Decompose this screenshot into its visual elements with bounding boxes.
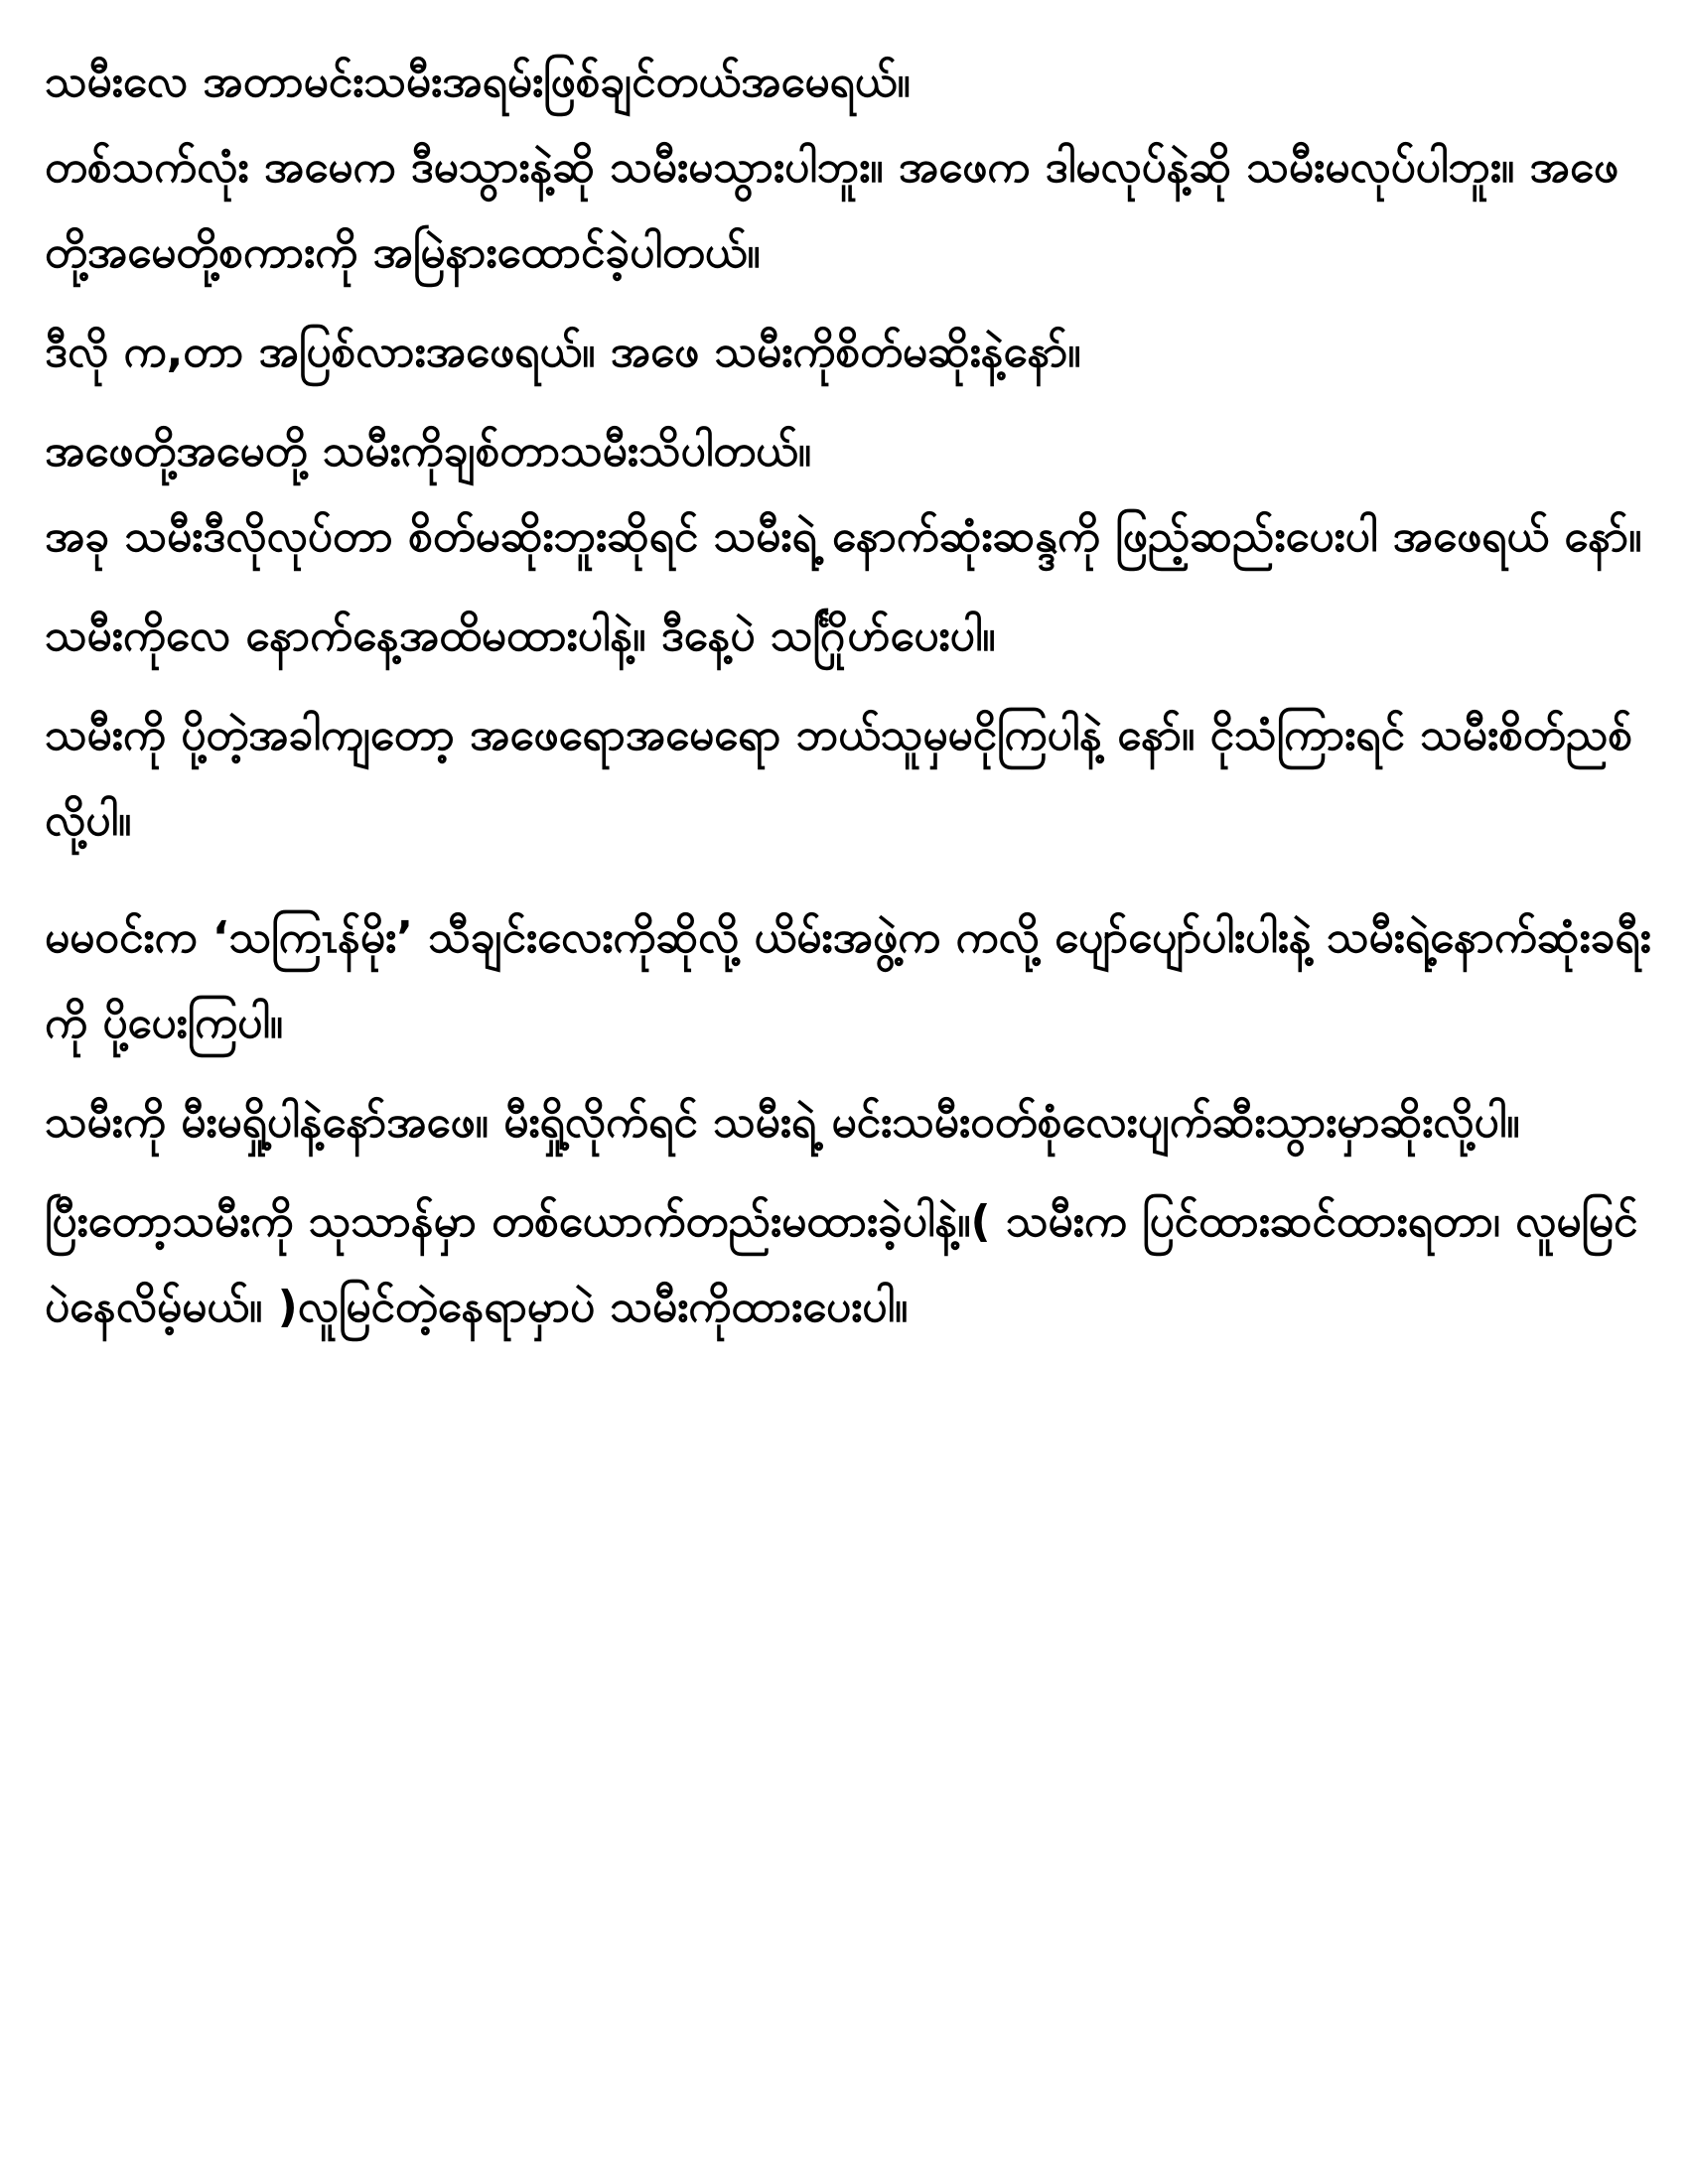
paragraph-6: သမီးကိုလေ နောက်နေ့အထိမထားပါနဲ့။ ဒီနေ့ပဲ သင်္ဂြိုဟ်ပေးပါ။ — [45, 611, 996, 661]
paragraph-8: မမဝင်းက ‘သကြၤန်မိုး’ သီချင်းလေးကိုဆိုလို့ ယိမ်းအဖွဲ့က ကလို့ ပျော်ပျော်ပါးပါးနဲ့ သမီးရဲ့နောက်ဆုံးခရီးကို ပို့ပေးကြပါ။ — [45, 912, 1651, 1048]
paragraph-10: ပြီးတော့သမီးကို သုသာန်မှာ တစ်ယောက်တည်းမထားခဲ့ပါနဲ့။( သမီးက ပြင်ထားဆင်ထားရတာ၊ လူမမြင်ပဲနေလိမ့်မယ်။ )လူမြင်တဲ့နေရာမှာပဲ သမီးကိုထားပေးပါ။ — [45, 1196, 1638, 1332]
paragraph-5: အခု သမီးဒီလိုလုပ်တာ စိတ်မဆိုးဘူးဆိုရင် သမီးရဲ့ နောက်ဆုံးဆန္ဒကို ဖြည့်ဆည်းပေးပါ အဖေရယ် နော်။ — [45, 511, 1642, 562]
paragraph-7: သမီးကို ပို့တဲ့အခါကျတော့ အဖေရောအမေရော ဘယ်သူမှမငိုကြပါနဲ့ နော်။ ငိုသံကြားရင် သမီးစိတ်ညစ်လို့ပါ။ — [45, 710, 1632, 846]
paragraph-3: ဒီလို က,တာ အပြစ်လားအဖေရယ်။ အဖေ သမီးကိုစိတ်မဆိုးနဲ့နော်။ — [45, 327, 1081, 377]
letter-document — [45, 40, 1653, 1350]
paragraph-1: သမီးလေ အတာမင်းသမီးအရမ်းဖြစ်ချင်တယ်အမေရယ်။ — [45, 57, 911, 107]
paragraph-2: တစ်သက်လုံး အမေက ဒီမသွားနဲ့ဆို သမီးမသွားပါဘူး။ အဖေက ဒါမလုပ်နဲ့ဆို သမီးမလုပ်ပါဘူး။ အဖေတို့အမေတို့စကားကို အမြဲနားထောင်ခဲ့ပါတယ်။ — [45, 142, 1618, 278]
paragraph-9: သမီးကို မီးမရှို့ပါနဲ့နော်အဖေ။ မီးရှို့လိုက်ရင် သမီးရဲ့ မင်းသမီးဝတ်စုံလေးပျက်ဆီးသွားမှာဆိုးလို့ပါ။ — [45, 1097, 1520, 1148]
paragraph-4: အဖေတို့အမေတို့ သမီးကိုချစ်တာသမီးသိပါတယ်။ — [45, 426, 812, 477]
